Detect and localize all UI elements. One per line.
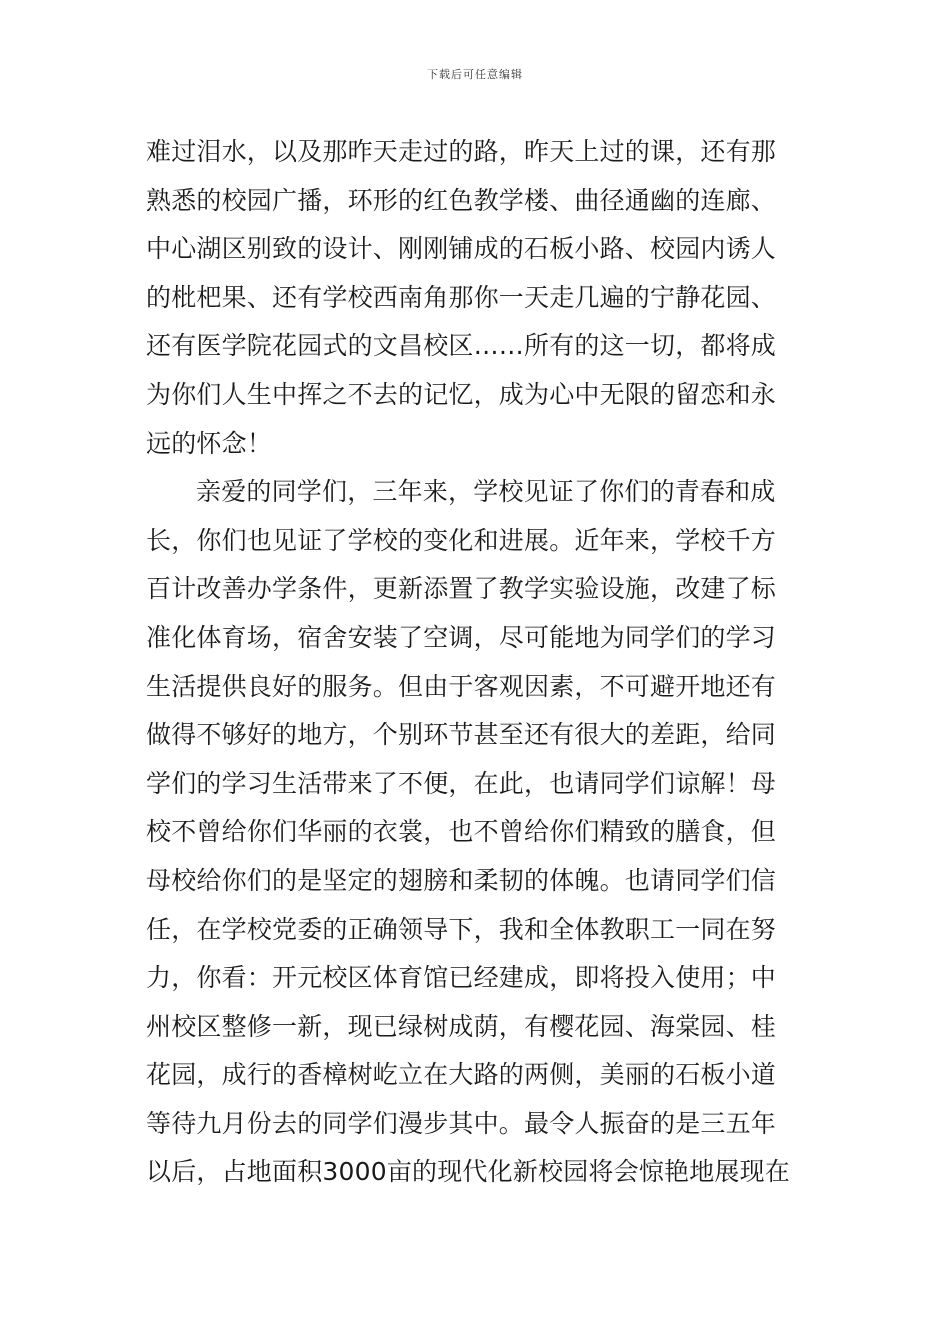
text-line: 以后，占地面积3000亩的现代化新校园将会惊艳地展现在 xyxy=(146,1157,791,1187)
text-line: 花园，成行的香樟树屹立在大路的两侧，美丽的石板小道 xyxy=(146,1060,777,1090)
text-line: 力，你看：开元校区体育馆已经建成，即将投入使用；中 xyxy=(146,963,777,993)
text-line: 还有医学院花园式的文昌校区……所有的这一切，都将成 xyxy=(146,331,777,361)
text-line: 远的怀念！ xyxy=(146,428,273,458)
document-body xyxy=(146,128,806,1246)
text-line: 难过泪水，以及那昨天走过的路，昨天上过的课，还有那 xyxy=(146,137,777,166)
text-line: 长，你们也见证了学校的变化和进展。近年来，学校千方 xyxy=(146,525,777,555)
text-line: 亲爱的同学们，三年来，学校见证了你们的青春和成 xyxy=(196,477,776,507)
text-line: 任，在学校党委的正确领导下，我和全体教职工一同在努 xyxy=(146,914,777,944)
text-line: 校不曾给你们华丽的衣裳，也不曾给你们精致的膳食，但 xyxy=(146,817,777,847)
text-line: 生活提供良好的服务。但由于客观因素，不可避开地还有 xyxy=(146,671,777,701)
text-line: 熟悉的校园广播，环形的红色教学楼、曲径通幽的连廊、 xyxy=(146,185,777,215)
text-line: 等待九月份去的同学们漫步其中。最令人振奋的是三五年 xyxy=(146,1108,777,1138)
header-note: 下载后可任意编辑 xyxy=(427,68,523,81)
text-line: 母校给你们的是坚定的翅膀和柔韧的体魄。也请同学们信 xyxy=(146,865,777,895)
text-line: 中心湖区别致的设计、刚刚铺成的石板小路、校园内诱人 xyxy=(146,234,777,264)
text-line: 的枇杷果、还有学校西南角那你一天走几遍的宁静花园、 xyxy=(146,282,777,312)
text-line: 为你们人生中挥之不去的记忆，成为心中无限的留恋和永 xyxy=(146,379,777,409)
text-line: 州校区整修一新，现已绿树成荫，有樱花园、海棠园、桂 xyxy=(146,1011,777,1041)
text-line: 百计改善办学条件，更新添置了教学实验设施，改建了标 xyxy=(146,574,777,604)
text-line: 准化体育场，宿舍安装了空调，尽可能地为同学们的学习 xyxy=(146,622,777,652)
text-line: 做得不够好的地方，个别环节甚至还有很大的差距，给同 xyxy=(146,720,777,750)
text-line: 学们的学习生活带来了不便，在此，也请同学们谅解！母 xyxy=(146,768,777,798)
text-line xyxy=(146,1197,806,1246)
